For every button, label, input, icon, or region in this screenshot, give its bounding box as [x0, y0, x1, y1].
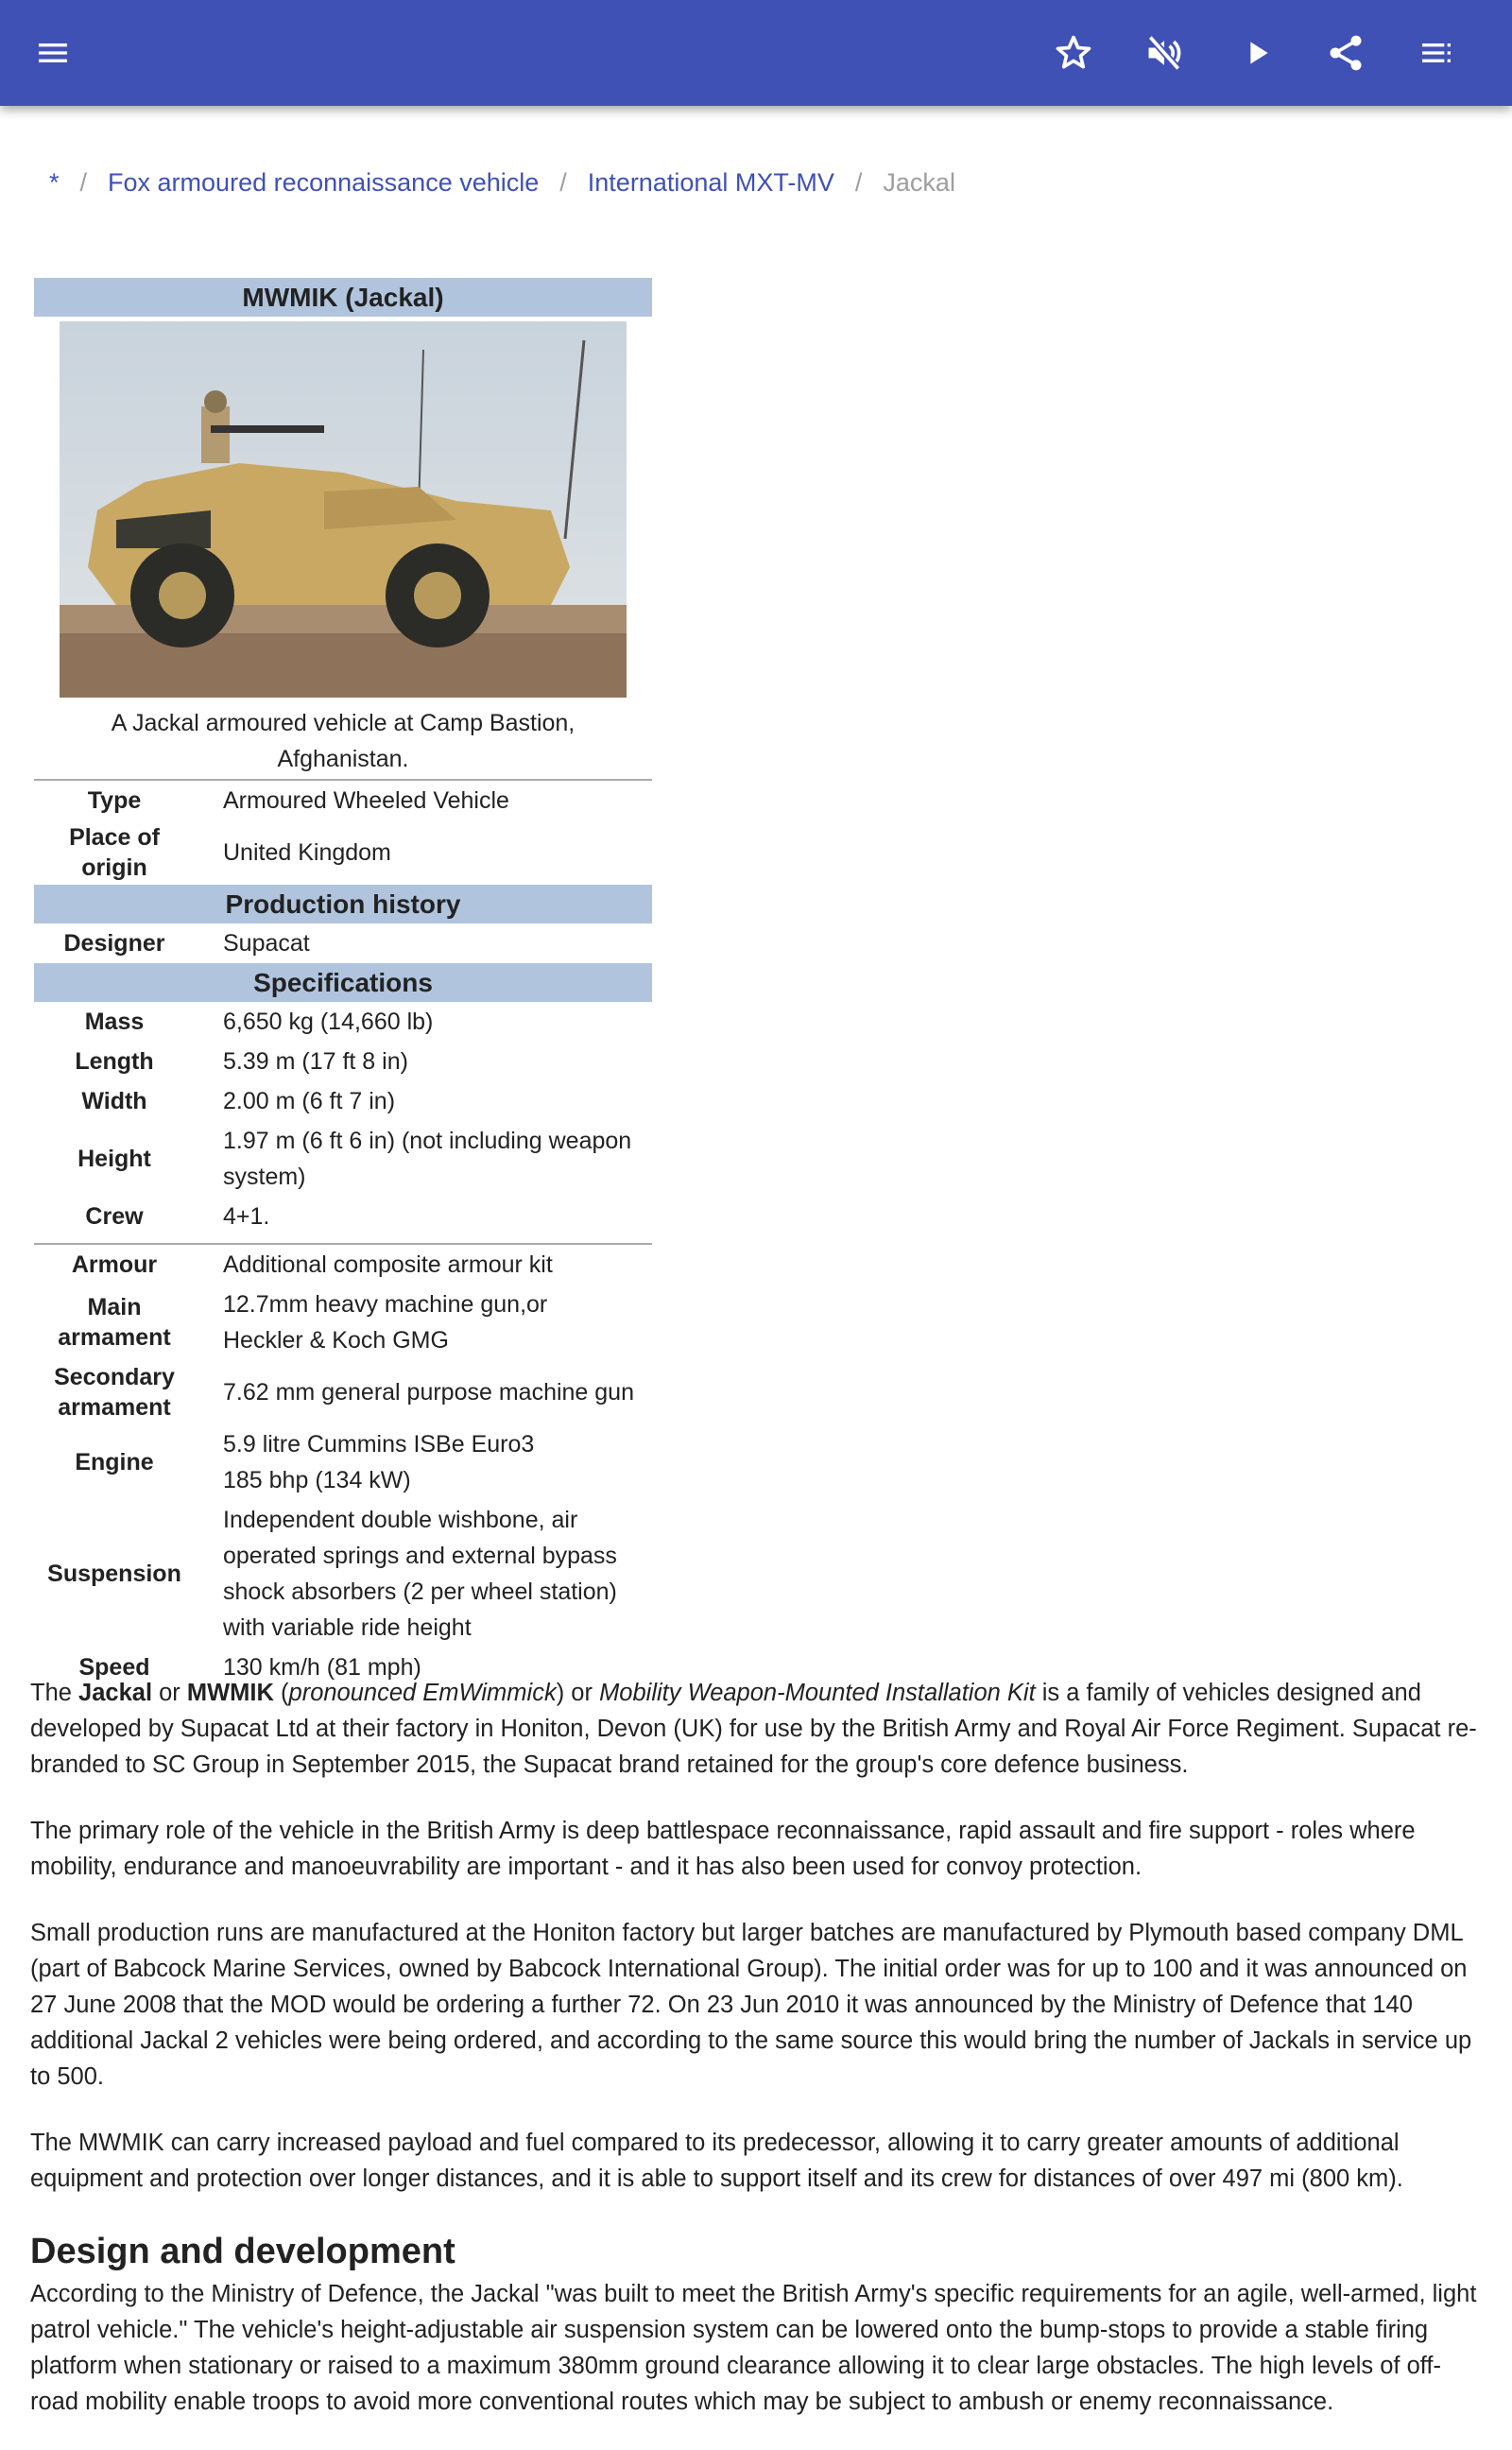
star-icon[interactable]	[1047, 26, 1100, 79]
row-value: Independent double wishbone, air operated springs and external bypass shock absorbers (2 per wheel station) with variable ride height	[223, 1507, 617, 1641]
row-value: 6,650 kg (14,660 lb)	[223, 1009, 434, 1035]
row-value: 7.62 mm general purpose machine gun	[223, 1379, 634, 1406]
row-value: 2.00 m (6 ft 7 in)	[223, 1088, 396, 1114]
paragraph: The MWMIK can carry increased payload and fuel compared to its predecessor, allowing it to carry greater amounts of additional equipment and protection over longer distances, and it is able to support itself and its crew for distances of over 497 mi (800 km).	[30, 2130, 1403, 2192]
paragraph: The primary role of the vehicle in the British Army is deep battlespace reconnaissance, rapid assault and fire support - roles where mobility, endurance and manoeuvrability are important - and it has also been used for convoy protection.	[30, 1818, 1416, 1880]
row-value: Supacat	[223, 930, 310, 957]
breadcrumb-fox[interactable]: Fox armoured reconnaissance vehicle	[108, 168, 540, 197]
infobox-row	[34, 1285, 652, 1360]
infobox-row	[34, 1500, 652, 1648]
paragraph: According to the Ministry of Defence, the Jackal "was built to meet the British Army's specific requirements for an agile, well-armed, light patrol vehicle." The vehicle's height-adjustable air suspension system can be lowered onto the bump-stops to provide a stable firing platform when stationary or raised to a maximum 380mm ground clearance allowing it to clear large obstacles. The high levels of off-road mobility enable troops to avoid more conventional routes which may be subject to ambush or enemy reconnaissance.	[30, 2281, 1477, 2415]
image-caption: A Jackal armoured vehicle at Camp Bastion, Afghanistan.	[34, 698, 652, 781]
infobox-row	[34, 1424, 652, 1500]
row-value: 5.39 m (17 ft 8 in)	[223, 1048, 408, 1075]
production-history-header: Production history	[34, 885, 652, 923]
row-value: 12.7mm heavy machine gun,or Heckler & Koch GMG	[223, 1291, 548, 1354]
row-label: Secondary armament	[54, 1364, 175, 1421]
article-body	[30, 1675, 1486, 2450]
breadcrumb-current: Jackal	[883, 168, 955, 197]
infobox-row	[34, 1244, 652, 1285]
intro-paragraph: The Jackal or MWMIK (pronounced EmWimmick) or Mobility Weapon-Mounted Installation Kit is a family of vehicles designed and developed by Supacat Ltd at their factory in Honiton, Devon (UK) for use by the British Army and Royal Air Force Regiment. Supacat re-branded to SC Group in September 2015, the Supacat brand retained for the group's core defence business.	[30, 1680, 1477, 1778]
row-label: Suspension	[47, 1561, 181, 1587]
infobox-row	[34, 1002, 652, 1042]
share-icon[interactable]	[1319, 26, 1372, 79]
row-label: Main armament	[58, 1294, 171, 1351]
row-label: Height	[77, 1146, 151, 1172]
infobox-row	[34, 1121, 652, 1197]
row-value: 4+1.	[223, 1203, 270, 1230]
infobox-row	[34, 820, 652, 885]
breadcrumb-home[interactable]: *	[49, 168, 60, 197]
infobox-row	[34, 1197, 652, 1236]
row-value: Additional composite armour kit	[223, 1251, 553, 1278]
infobox-row	[34, 1360, 652, 1424]
row-value: 130 km/h (81 mph)	[223, 1654, 421, 1681]
row-label: Length	[75, 1048, 154, 1075]
breadcrumb-separator: /	[854, 168, 863, 197]
jackal-vehicle-image[interactable]	[60, 321, 627, 698]
infobox-row	[34, 781, 652, 820]
infobox-row	[34, 1042, 652, 1081]
row-label: Mass	[84, 1009, 145, 1035]
play-icon[interactable]	[1230, 26, 1283, 79]
row-label: Width	[81, 1088, 147, 1114]
row-value: 5.9 litre Cummins ISBe Euro3 185 bhp (134 kW)	[223, 1431, 535, 1493]
row-label: Crew	[85, 1203, 144, 1230]
row-value: Armoured Wheeled Vehicle	[223, 787, 509, 814]
breadcrumb-separator: /	[79, 168, 88, 197]
row-label: Place of origin	[69, 824, 160, 881]
row-label: Armour	[71, 1251, 158, 1278]
breadcrumb-separator: /	[559, 168, 567, 197]
row-label: Speed	[78, 1654, 150, 1681]
mute-icon[interactable]	[1138, 26, 1191, 79]
playlist-icon[interactable]	[1410, 26, 1463, 79]
breadcrumb	[49, 168, 955, 198]
breadcrumb-mxt-mv[interactable]: International MXT-MV	[587, 168, 834, 197]
row-value: 1.97 m (6 ft 6 in) (not including weapon system)	[223, 1128, 632, 1190]
app-bar	[0, 0, 1512, 106]
infobox-row	[34, 1081, 652, 1121]
specifications-header: Specifications	[34, 963, 652, 1002]
paragraph: Small production runs are manufactured at the Honiton factory but larger batches are manufactured by Plymouth based company DML (part of Babcock Marine Services, owned by Babcock International Group). The initial order was for up to 100 and it was announced on 27 June 2008 that the MOD would be ordering a further 72. On 23 Jun 2010 it was announced by the Ministry of Defence that 140 additional Jackal 2 vehicles were being ordered, and according to the same source this would bring the number of Jackals in service up to 500.	[30, 1920, 1472, 2090]
section-heading: Design and development	[30, 2232, 455, 2271]
row-label: Designer	[63, 930, 165, 957]
infobox-row	[34, 923, 652, 963]
infobox-title: MWMIK (Jackal)	[34, 278, 652, 317]
row-label: Type	[87, 787, 142, 814]
row-value: United Kingdom	[223, 839, 391, 866]
infobox-table	[34, 781, 652, 1687]
infobox	[34, 278, 652, 1687]
menu-icon[interactable]	[26, 26, 79, 79]
row-label: Engine	[75, 1449, 154, 1475]
